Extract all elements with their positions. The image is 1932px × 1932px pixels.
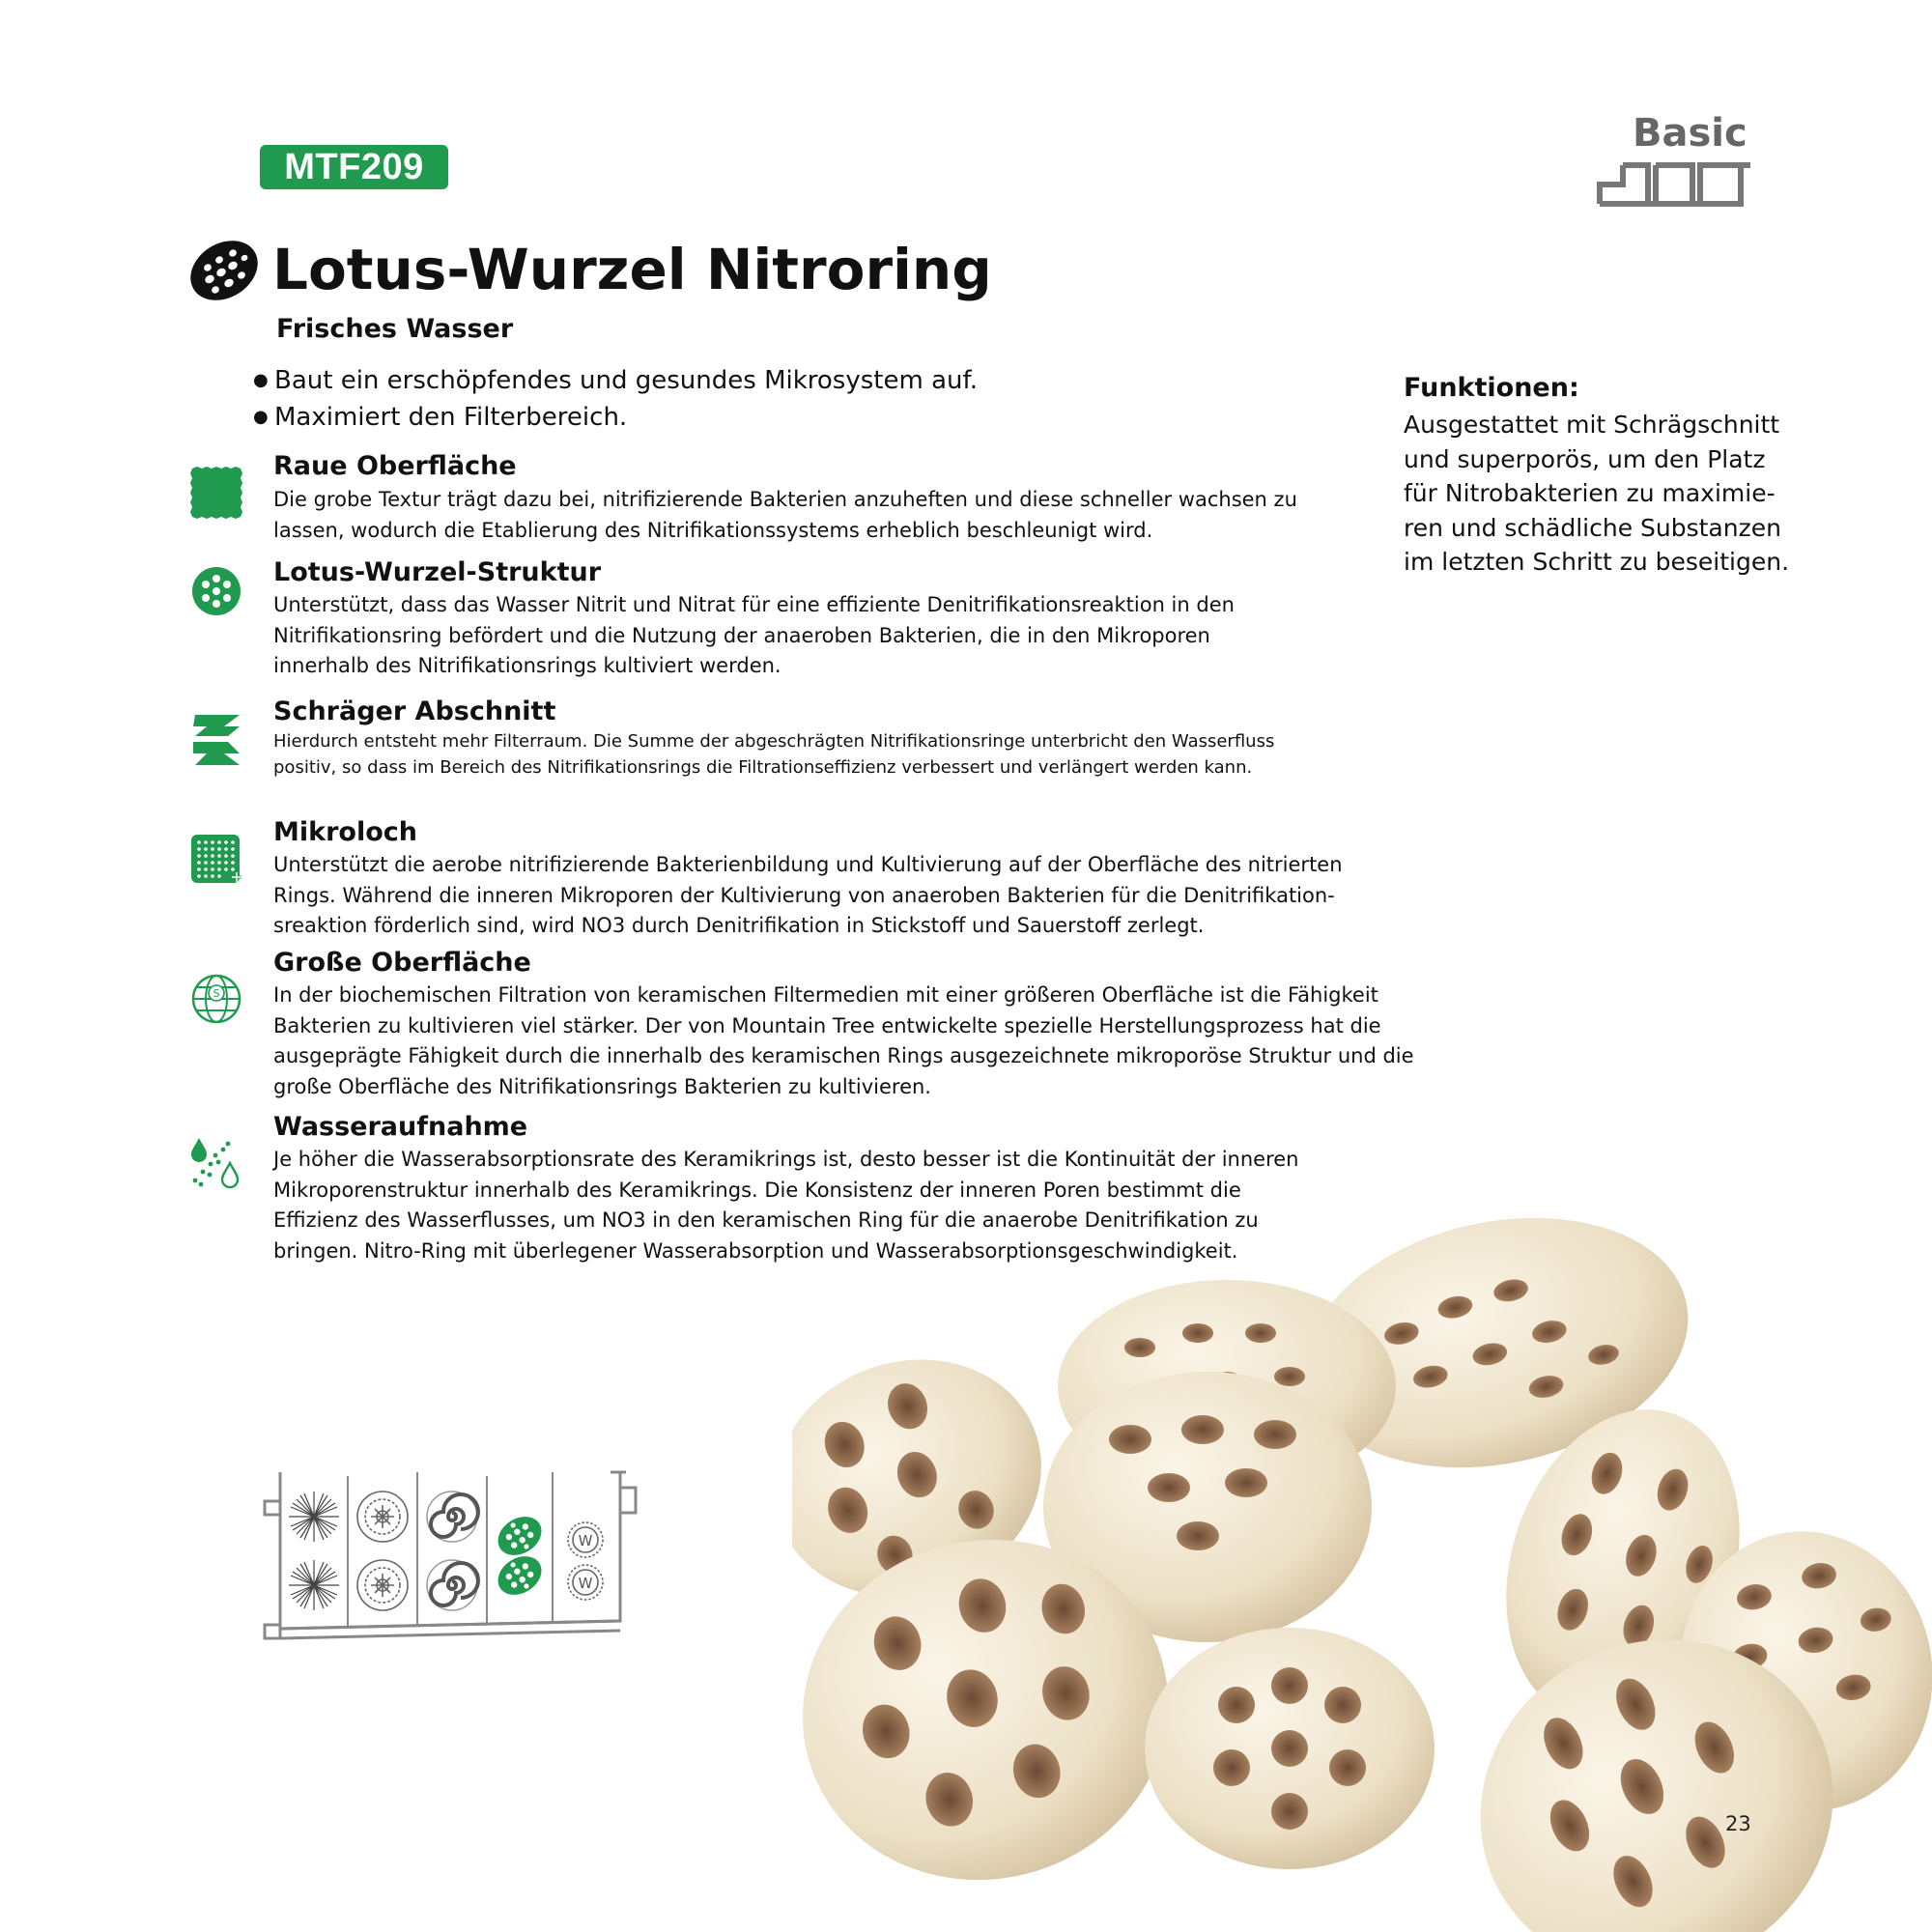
product-code-badge: MTF209 — [260, 145, 448, 189]
lotus-root-structure-icon — [189, 564, 243, 618]
feature-description: Hierdurch entsteht mehr Filterraum. Die Summe der abgeschrägten Nitrifikationsringe unterbricht den Wasserfluss positiv, so dass im Bereich des Nitrifikationsrings die Filtrationseffizienz verbessert und verlängert werden kann. — [273, 731, 1275, 778]
feature-title: Wasseraufnahme — [273, 1112, 528, 1142]
page-number: 23 — [1725, 1812, 1751, 1835]
basic-level-icon — [1596, 157, 1752, 208]
product-photo — [792, 1188, 1932, 1932]
filter-stage-diagram — [257, 1466, 653, 1648]
feature-title: Lotus-Wurzel-Struktur — [273, 557, 602, 587]
feature-title: Raue Oberfläche — [273, 451, 517, 481]
wheel-media-label: W — [578, 1532, 593, 1549]
level-label: Basic — [1633, 111, 1747, 156]
starburst-media-icon — [289, 1492, 339, 1610]
functions-description: Ausgestattet mit Schrägschnitt und superporös, um den Platz für Nitrobakterien zu maximie- ren und schädliche Substanzen im letzten Schritt zu beseitigen. — [1404, 411, 1790, 576]
large-surface-globe-icon — [189, 972, 243, 1026]
page-subtitle: Frisches Wasser — [276, 314, 514, 344]
feature-description: Je höher die Wasserabsorptionsrate des Keramikrings ist, desto besser ist die Kontinuität der inneren Mikroporenstruktur innerhalb des Keramikrings. Die Konsistenz der inneren Poren bestimmt die Effizienz des Wasserflusses, um NO3 in den keramischen Ring für die anaerobe Denitrifikation zu bringen. Nitro-Ring mit überlegener Wasserabsorption und Wasserabsorptionsgeschwindigkeit. — [273, 1148, 1299, 1263]
lotus-ring-media-icon — [491, 1509, 549, 1603]
feature-description: Unterstützt, dass das Wasser Nitrit und Nitrat für eine effiziente Denitrifikationsreaktion in den Nitrifikationsring befördert und die Nutzung der anaeroben Bakterien, die in den Mikroporen innerhalb des Nitrifikationsrings kultiviert werden. — [273, 593, 1235, 677]
ceramic-ring — [1145, 1628, 1435, 1869]
benefit-item: ● Maximiert den Filterbereich. — [253, 399, 978, 436]
lotus-ring-icon — [186, 237, 262, 304]
functions-title: Funktionen: — [1404, 373, 1579, 403]
feature-title: Mikroloch — [273, 817, 417, 847]
feature-description: Die grobe Textur trägt dazu bei, nitrifizierende Bakterien anzuheften und diese schneller wachsen zu lassen, wodurch die Etablierung des Nitrifikationssystems erheblich beschleunigt wird. — [273, 488, 1297, 542]
feature-title: Schräger Abschnitt — [273, 696, 556, 726]
feature-title: Große Oberfläche — [273, 948, 531, 978]
feature-description: In der biochemischen Filtration von keramischen Filtermedien mit einer größeren Oberfläche ist die Fähigkeit Bakterien zu kultivieren viel stärker. Der von Mountain Tree entwickelte spezielle Herstellungsprozess hat die ausgeprägte Fähigkeit durch die innerhalb des keramischen Rings ausgezeichnete mikroporöse Struktur und die große Oberfläche des Nitrifikationsrings Bakterien zu kultivieren. — [273, 983, 1414, 1098]
wheel-media-label: W — [578, 1575, 593, 1592]
page-title: Lotus-Wurzel Nitroring — [272, 237, 992, 302]
rough-surface-icon — [189, 466, 243, 520]
bio-ball-media-icon — [357, 1492, 408, 1610]
slanted-cut-icon — [189, 713, 243, 767]
benefit-list — [253, 362, 978, 436]
water-absorption-drops-icon — [189, 1136, 243, 1190]
micro-hole-icon — [189, 833, 243, 887]
feature-description: Unterstützt die aerobe nitrifizierende Bakterienbildung und Kultivierung auf der Oberfläche des nitrierten Rings. Während die inneren Mikroporen der Kultivierung von anaeroben Bakterien für die Denitrifikation- sreaktion förderlich sind, wird NO3 durch Denitrifikation in Stickstoff und Sauerstoff zerlegt. — [273, 853, 1343, 937]
spiral-media-icon — [427, 1492, 478, 1610]
benefit-item: ● Baut ein erschöpfendes und gesundes Mikrosystem auf. — [253, 362, 978, 399]
svg-text:S: S — [213, 987, 220, 1000]
